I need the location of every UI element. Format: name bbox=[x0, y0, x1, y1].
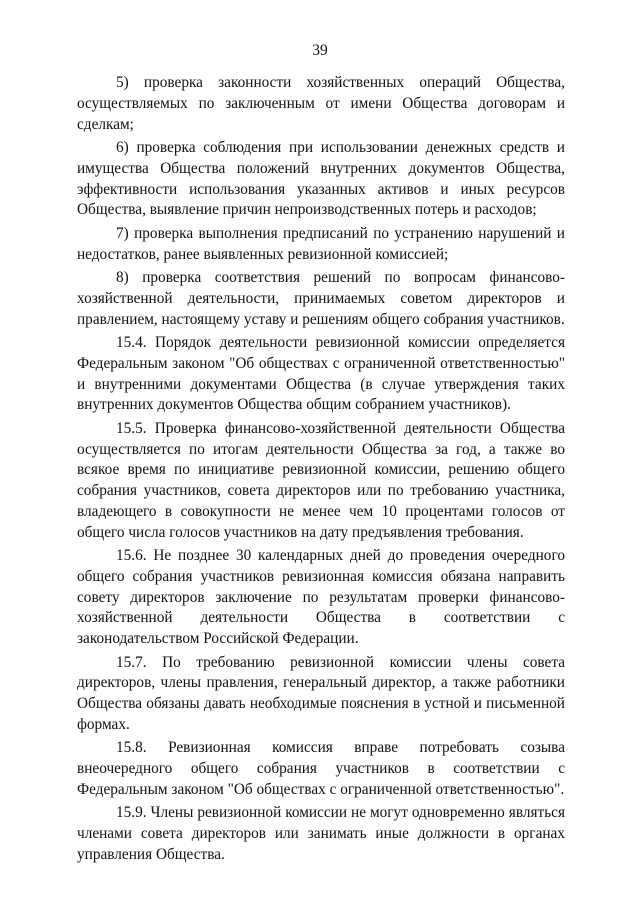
page-number: 39 bbox=[312, 42, 328, 59]
paragraph-15-5: 15.5. Проверка финансово-хозяйственной деятельности Общества осуществляется по итогам деятельности Общества за год, а также во всякое время по инициативе ревизионной комиссии, решению общего собрания участников, совета директоров или по требованию участника, владеющего в совокупности не менее чем 10 процентами голосов от общего числа голосов участников на дату предъявления требования. bbox=[77, 419, 565, 541]
paragraph-15-4: 15.4. Порядок деятельности ревизионной комиссии определяется Федеральным законом "Об обществах с ограниченной ответственностью" и внутренними документами Общества (в случае утверждения таких внутренних документов Общества общим собранием участников). bbox=[77, 333, 565, 414]
paragraph-item-5: 5) проверка законности хозяйственных операций Общества, осуществляемых по заключенным от имени Общества договорам и сделкам; bbox=[77, 74, 565, 133]
paragraph-item-7: 7) проверка выполнения предписаний по устранению нарушений и недостатков, ранее выявленных ревизионной комиссией; bbox=[77, 224, 565, 263]
paragraph-15-6: 15.6. Не позднее 30 календарных дней до проведения очередного общего собрания участников ревизионная комиссия обязана направить совету директоров заключение по результатам проверки финансово-хозяйственной деятельности Общества в соответствии с законодательством Российской Федерации. bbox=[77, 547, 565, 648]
paragraph-item-6: 6) проверка соблюдения при использовании денежных средств и имущества Общества положений внутренних документов Общества, эффективности использования указанных активов и иных ресурсов Общества, выявление причин непроизводственных потерь и расходов; bbox=[77, 138, 565, 219]
document-body bbox=[77, 73, 565, 868]
paragraph-15-8: 15.8. Ревизионная комиссия вправе потребовать созыва внеочередного общего собрания участников в соответствии с Федеральным законом "Об обществах с ограниченной ответственностью". bbox=[77, 739, 565, 799]
paragraph-15-9: 15.9. Члены ревизионной комиссии не могут одновременно являться членами совета директоров или занимать иные должности в органах управления Общества. bbox=[77, 804, 565, 864]
paragraph-item-8: 8) проверка соответствия решений по вопросам финансово-хозяйственной деятельности, принимаемых советом директоров и правлением, настоящему уставу и решениям общего собрания участников. bbox=[77, 268, 565, 328]
paragraph-15-7: 15.7. По требованию ревизионной комиссии члены совета директоров, члены правления, генеральный директор, а также работники Общества обязаны давать необходимые пояснения в устной и письменной формах. bbox=[77, 653, 565, 734]
